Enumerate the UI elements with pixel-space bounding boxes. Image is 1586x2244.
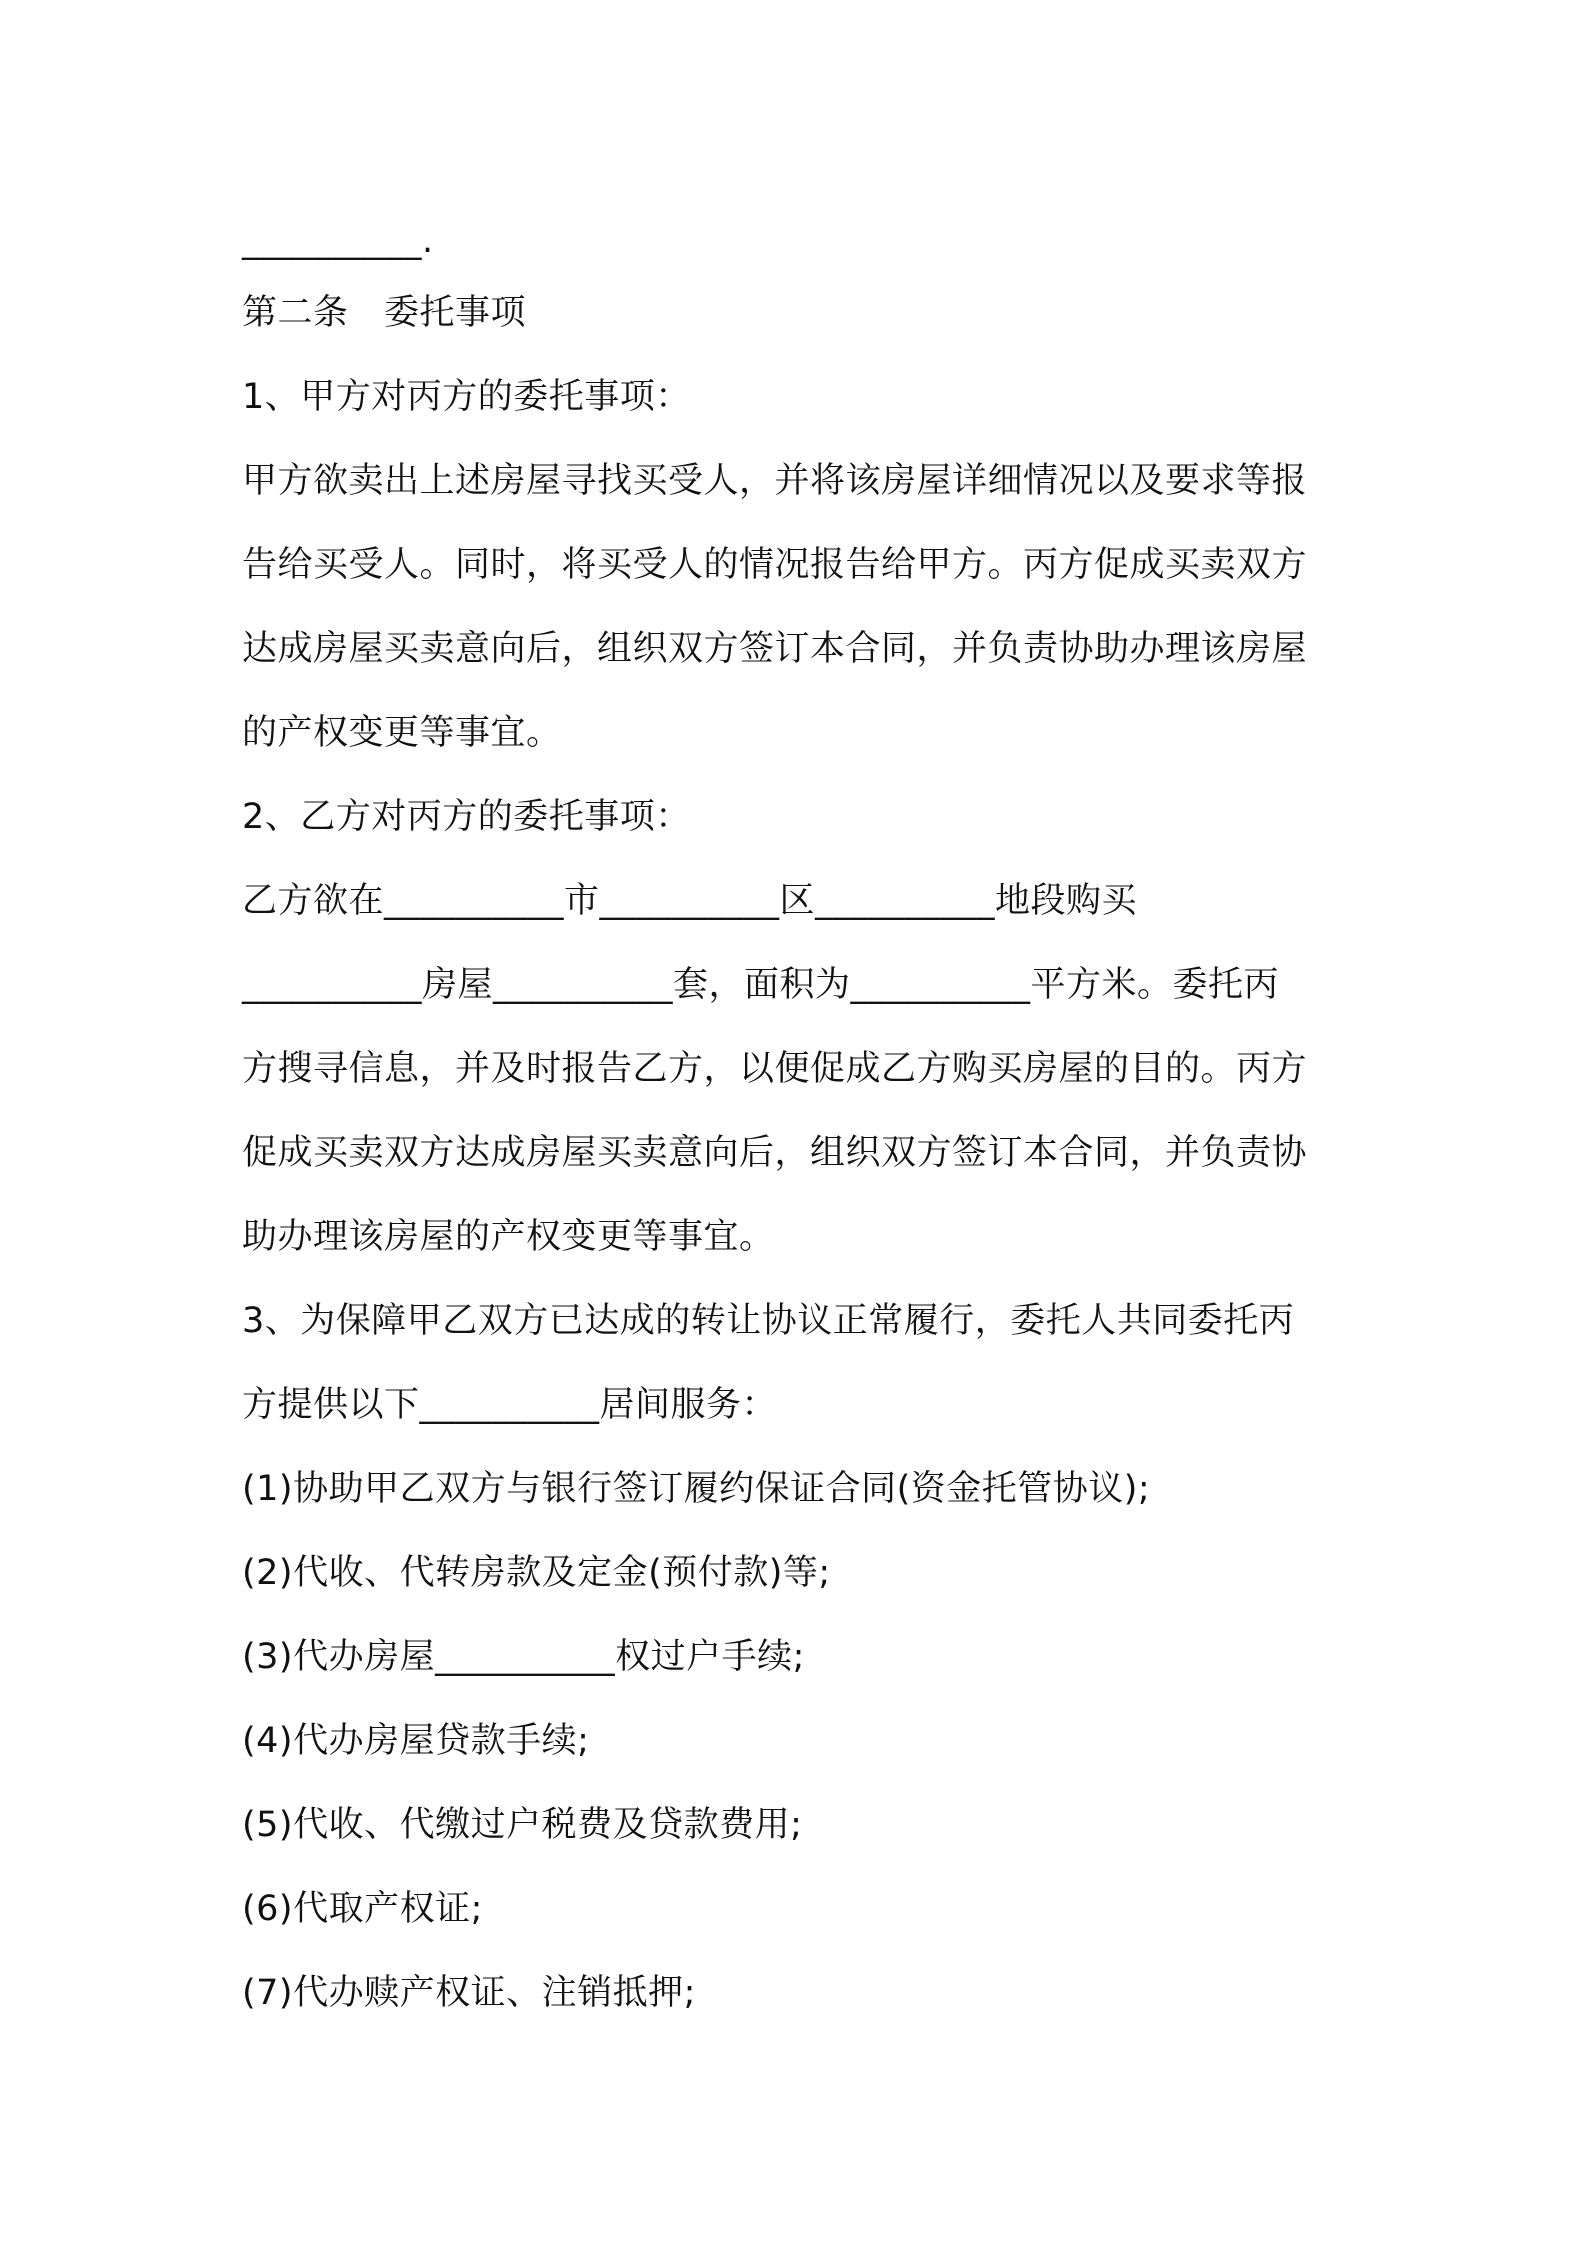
service-item: (1)协助甲乙双方与银行签订履约保证合同(资金托管协议); (242, 1469, 1151, 1509)
paragraph-line: __________房屋__________套，面积为__________平方米。委托丙 (242, 965, 1280, 1005)
service-item: (2)代收、代转房款及定金(预付款)等; (242, 1553, 831, 1593)
paragraph-line: 乙方欲在__________市__________区__________地段购买 (242, 881, 1138, 921)
article-heading: 第二条 委托事项 (242, 293, 527, 333)
paragraph-line: 告给买受人。同时，将买受人的情况报告给甲方。丙方促成买卖双方 (242, 545, 1308, 585)
paragraph-line: 助办理该房屋的产权变更等事宜。 (242, 1217, 775, 1257)
clause-1-heading: 1、甲方对丙方的委托事项： (242, 377, 691, 417)
service-item: (4)代办房屋贷款手续; (242, 1721, 590, 1761)
paragraph-line: 的产权变更等事宜。 (242, 713, 562, 753)
blank-line-continuation: __________. (242, 221, 434, 261)
paragraph-line: 达成房屋买卖意向后，组织双方签订本合同，并负责协助办理该房屋 (242, 629, 1308, 669)
paragraph-line: 甲方欲卖出上述房屋寻找买受人，并将该房屋详细情况以及要求等报 (242, 461, 1308, 501)
clause-2-heading: 2、乙方对丙方的委托事项： (242, 797, 691, 837)
service-item: (3)代办房屋__________权过户手续; (242, 1637, 805, 1677)
paragraph-line: 方提供以下__________居间服务： (242, 1385, 778, 1425)
paragraph-line: 促成买卖双方达成房屋买卖意向后，组织双方签订本合同，并负责协 (242, 1133, 1308, 1173)
paragraph-line: 方搜寻信息，并及时报告乙方，以便促成乙方购买房屋的目的。丙方 (242, 1049, 1308, 1089)
service-item: (5)代收、代缴过户税费及贷款费用; (242, 1805, 803, 1845)
service-item: (6)代取产权证; (242, 1889, 483, 1929)
service-item: (7)代办赎产权证、注销抵押; (242, 1973, 696, 2013)
clause-3-heading: 3、为保障甲乙双方已达成的转让协议正常履行，委托人共同委托丙 (242, 1301, 1295, 1341)
